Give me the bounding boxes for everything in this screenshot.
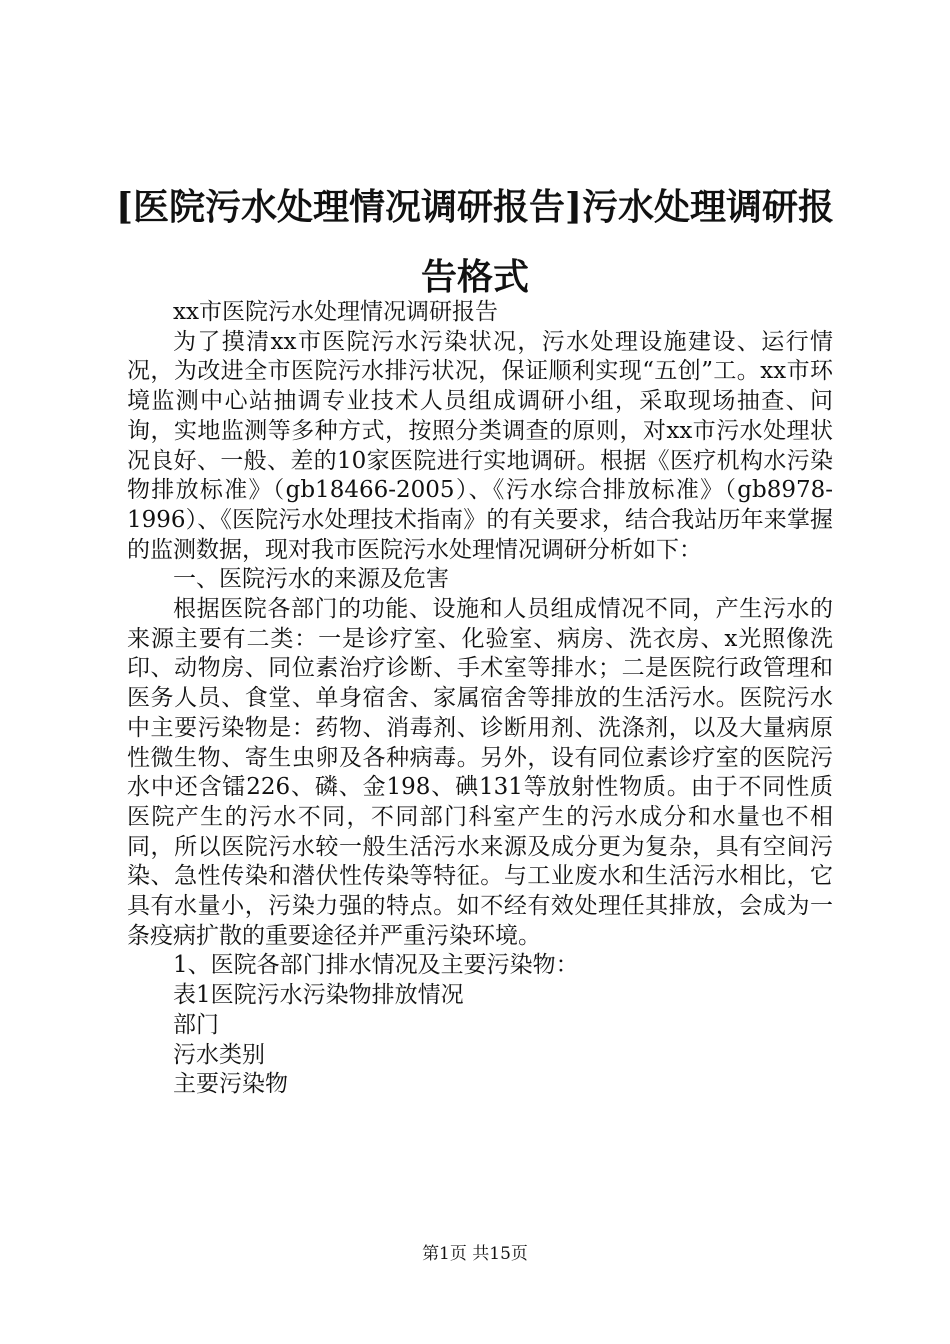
table-header-department: 部门 xyxy=(173,1011,219,1038)
subsection-heading: 1、医院各部门排水情况及主要污染物： xyxy=(173,952,579,979)
document-body xyxy=(127,298,833,1100)
intro-paragraph: 为了摸清xx市医院污水污染状况，污水处理设施建设、运行情况，为改进全市医院污水排污状况，保证顺利实现“五创”工。xx市环境监测中心站抽调专业技术人员组成调研小组，采取现场抽查、问询，实地监测等多种方式，按照分类调查的原则，对xx市污水处理状况良好、一般、差的10家医院进行实地调研。根据《医疗机构水污染物排放标准》（gb18466-2005）、《污水综合排放标准》（gb8978-1996）、《医院污水处理技术指南》的有关要求，结合我站历年来掌握的监测数据，现对我市医院污水处理情况调研分析如下： xyxy=(127,328,833,563)
document-title: [医院污水处理情况调研报告]污水处理调研报告格式 xyxy=(115,186,835,298)
table-caption: 表1医院污水污染物排放情况 xyxy=(173,982,464,1009)
source-paragraph: 根据医院各部门的功能、设施和人员组成情况不同，产生污水的来源主要有二类：一是诊疗室、化验室、病房、洗衣房、x光照像洗印、动物房、同位素治疗诊断、手术室等排水；二是医院行政管理和医务人员、食堂、单身宿舍、家属宿舍等排放的生活污水。医院污水中主要污染物是：药物、消毒剂、诊断用剂、洗涤剂，以及大量病原性微生物、寄生虫卵及各种病毒。另外，设有同位素诊疗室的医院污水中还含镭226、磷、金198、碘131等放射性物质。由于不同性质医院产生的污水不同，不同部门科室产生的污水成分和水量也不相同，所以医院污水较一般生活污水来源及成分更为复杂，具有空间污染、急性传染和潜伏性传染等特征。与工业废水和生活污水相比，它具有水量小，污染力强的特点。如不经有效处理任其排放，会成为一条疫病扩散的重要途径并严重污染环境。 xyxy=(127,596,833,949)
section-heading: 一、医院污水的来源及危害 xyxy=(173,566,449,593)
report-subtitle: xx市医院污水处理情况调研报告 xyxy=(173,299,498,325)
page-footer: 第1页 共15页 xyxy=(422,1244,528,1264)
table-header-main-pollutants: 主要污染物 xyxy=(173,1071,288,1098)
table-header-wastewater-type: 污水类别 xyxy=(173,1041,265,1068)
